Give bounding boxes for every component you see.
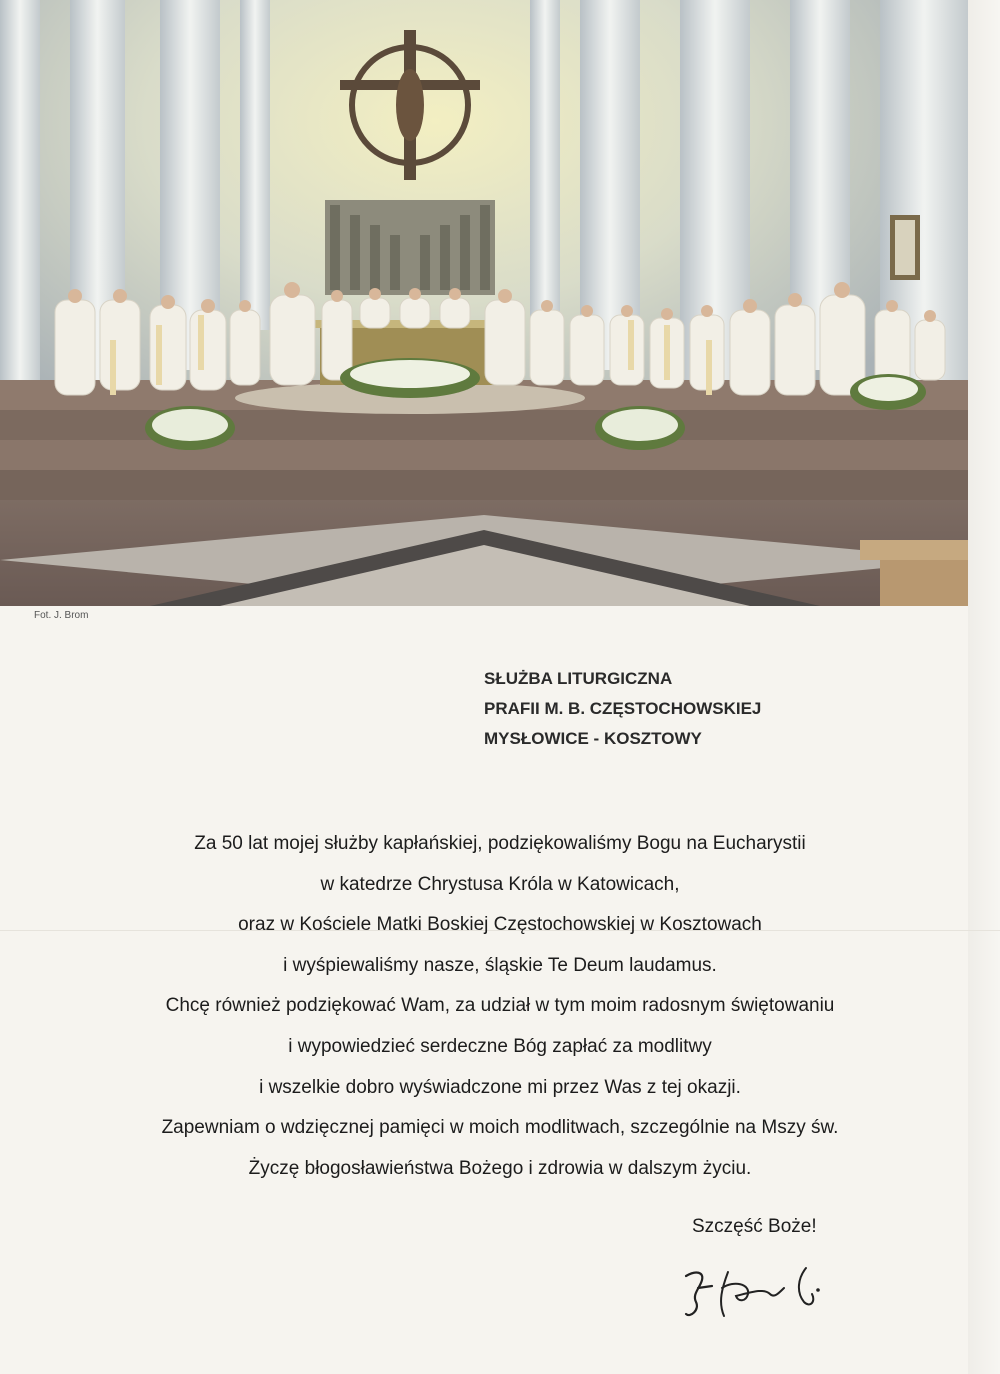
letter-line: i wszelkie dobro wyświadczone mi przez Was z tej okazji. xyxy=(259,1076,741,1098)
letter-line: w katedrze Chrystusa Króla w Katowicach, xyxy=(320,873,680,895)
letter-line: Za 50 lat mojej służby kapłańskiej, podziękowaliśmy Bogu na Eucharystii xyxy=(194,833,806,854)
recipient-block xyxy=(484,664,761,754)
letter-line: i wyśpiewaliśmy nasze, śląskie Te Deum laudamus. xyxy=(283,954,717,976)
letter-line: Życzę błogosławieństwa Bożego i zdrowia w dalszym życiu. xyxy=(248,1157,752,1179)
letter-body xyxy=(60,824,940,1189)
closing-greeting: Szczęść Boże! xyxy=(692,1216,817,1237)
recipient-line-3: MYSŁOWICE - KOSZTOWY xyxy=(484,729,702,748)
cathedral-photo xyxy=(0,0,968,606)
letter-line: Zapewniam o wdzięcznej pamięci w moich modlitwach, szczególnie na Mszy św. xyxy=(161,1117,839,1139)
letter-line: oraz w Kościele Matki Boskiej Częstochowskiej w Kosztowach xyxy=(238,914,762,936)
photo-caption: Fot. J. Brom xyxy=(34,610,89,621)
recipient-line-1: SŁUŻBA LITURGICZNA xyxy=(484,669,673,688)
recipient-line-2: PRAFII M. B. CZĘSTOCHOWSKIEJ xyxy=(484,699,762,718)
paper-edge xyxy=(968,0,1000,1374)
letter-line: i wypowiedzieć serdeczne Bóg zapłać za modlitwy xyxy=(288,1035,712,1057)
handwritten-signature xyxy=(678,1258,828,1328)
letter-line: Chcę również podziękować Wam, za udział w tym moim radosnym świętowaniu xyxy=(165,995,835,1017)
